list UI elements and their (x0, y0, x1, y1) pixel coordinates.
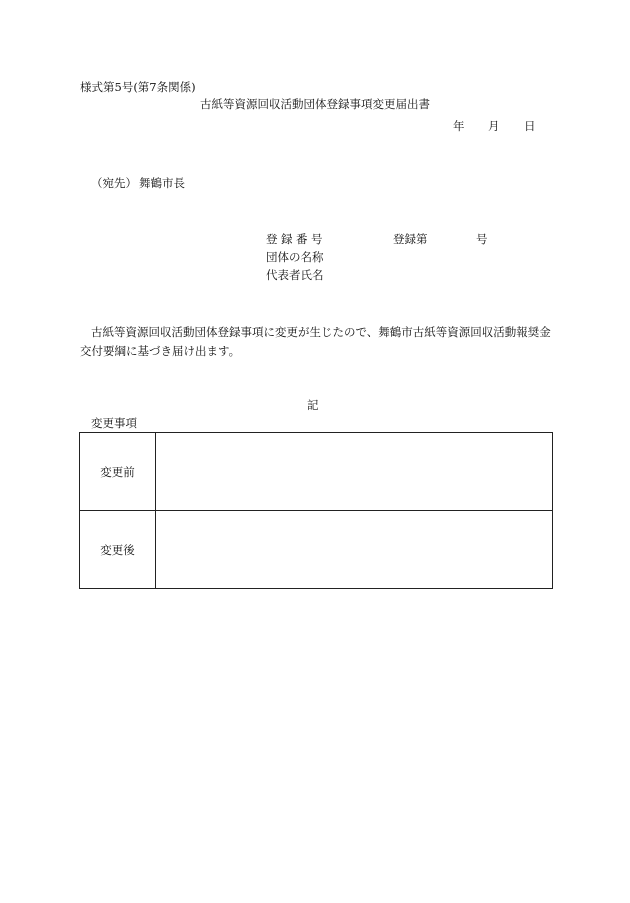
after-change-field[interactable] (156, 511, 553, 589)
changes-label: 変更事項 (91, 416, 137, 430)
date-day-label: 日 (524, 119, 536, 133)
registration-prefix: 登録第 (393, 232, 428, 246)
organization-name-label: 団体の名称 (266, 250, 324, 264)
representative-name-label: 代表者氏名 (266, 268, 324, 282)
after-change-label: 変更後 (80, 511, 156, 589)
record-heading: 記 (307, 398, 319, 412)
registration-number-label: 登録番号 (266, 232, 326, 246)
addressee-value: 舞鶴市長 (139, 176, 185, 190)
registration-suffix: 号 (476, 232, 488, 246)
addressee-label: （宛先） (91, 176, 137, 190)
changes-table (79, 432, 553, 589)
document-title: 古紙等資源回収活動団体登録事項変更届出書 (200, 97, 430, 111)
form-number: 様式第5号(第7条関係) (80, 80, 196, 94)
table-row (80, 433, 553, 511)
body-text: 古紙等資源回収活動団体登録事項に変更が生じたので、舞鶴市古紙等資源回収活動報奨金交付要綱に基づき届け出ます。 (80, 325, 551, 358)
table-row (80, 511, 553, 589)
before-change-label: 変更前 (80, 433, 156, 511)
before-change-field[interactable] (156, 433, 553, 511)
date-year-label: 年 (453, 119, 465, 133)
date-month-label: 月 (488, 119, 500, 133)
